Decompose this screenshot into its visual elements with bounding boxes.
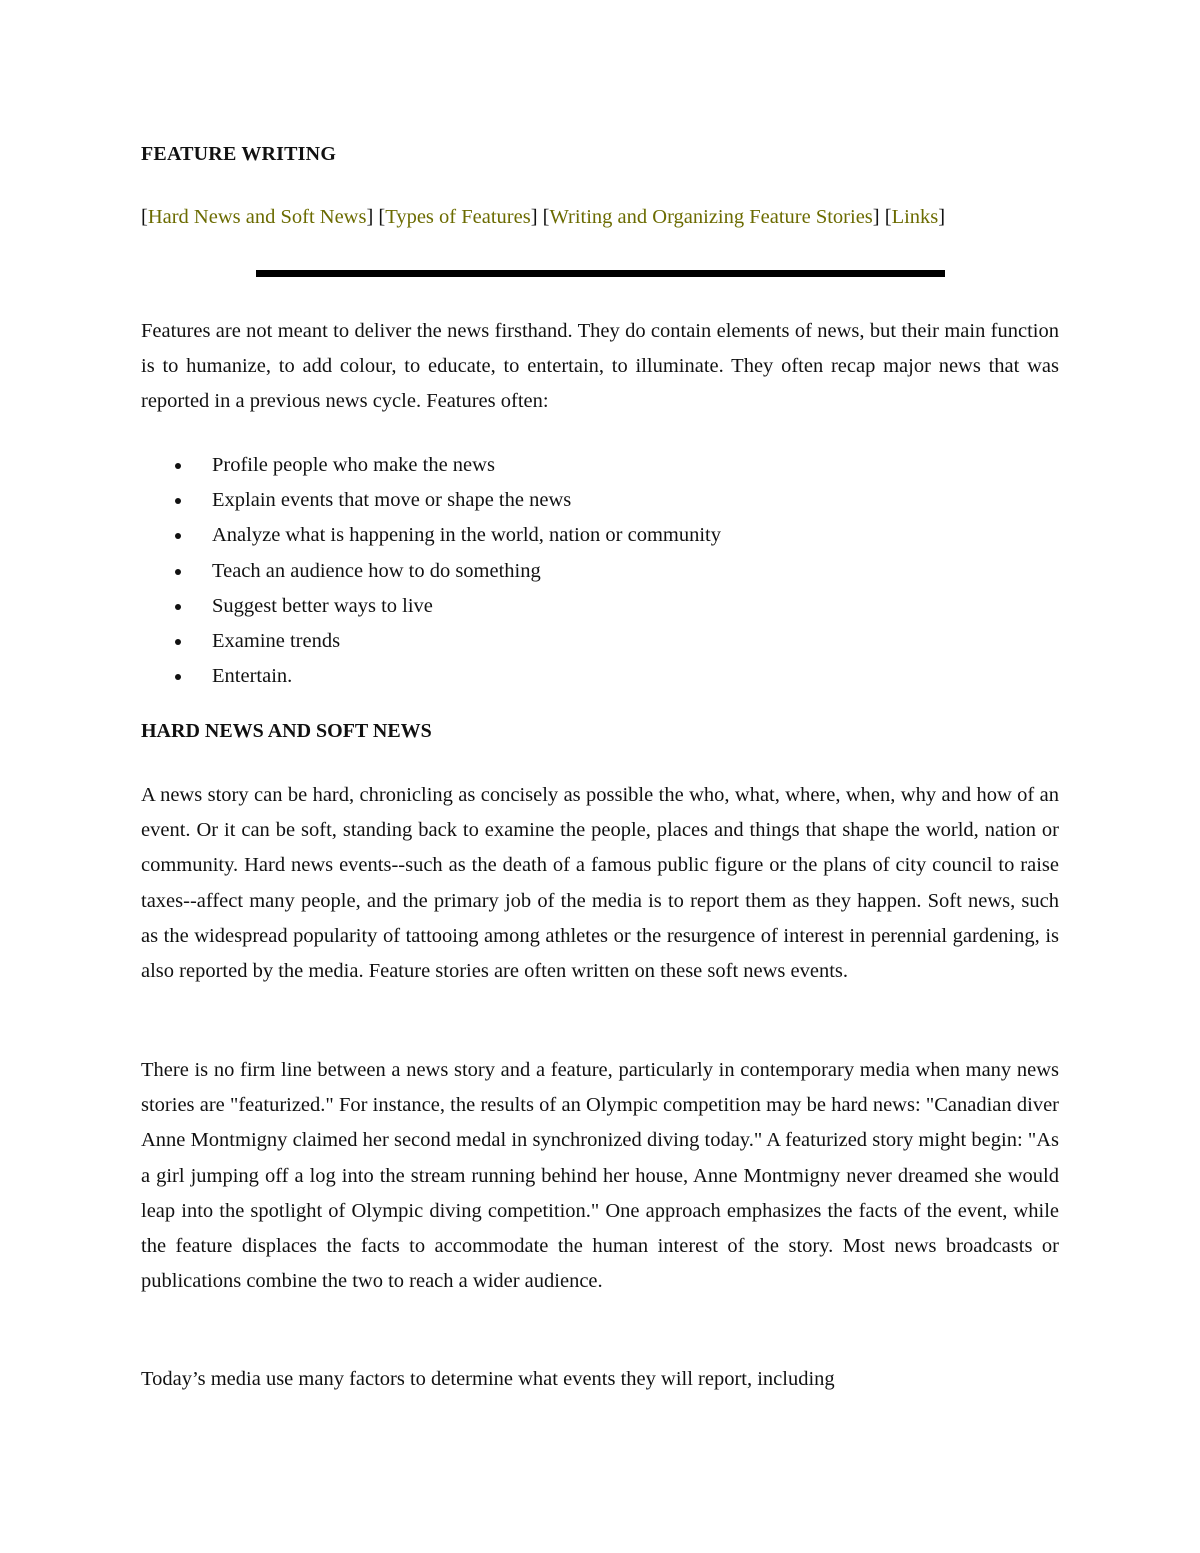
list-item: Profile people who make the news xyxy=(141,448,721,483)
intro-paragraph: Features are not meant to deliver the news firsthand. They do contain elements of news, but their main function is to humanize, to add colour, to educate, to entertain, to illuminate. They often recap major news that was reported in a previous news cycle. Features often: xyxy=(141,320,1059,413)
list-item: Teach an audience how to do something xyxy=(141,554,721,589)
list-item: Analyze what is happening in the world, nation or community xyxy=(141,518,721,553)
document-title: FEATURE WRITING xyxy=(141,143,337,165)
featurized-paragraph: There is no firm line between a news story and a feature, particularly in contemporary media when many news stories are "featurized." For instance, the results of an Olympic competition may be hard news: "Canadian diver Anne Montmigny claimed her second medal in synchronized diving today." A featurized story might begin: "As a girl jumping off a log into the stream running behind her house, Anne Montmigny never dreamed she would leap into the spotlight of Olympic diving competition." One approach emphasizes the facts of the event, while the feature displaces the facts to accommodate the human interest of the story. Most news broadcasts or publications combine the two to reach a wider audience. xyxy=(141,1059,1059,1293)
media-factors-paragraph: Today’s media use many factors to determine what events they will report, including xyxy=(141,1368,835,1390)
list-item: Suggest better ways to live xyxy=(141,589,721,624)
section-heading-hard-soft-news: HARD NEWS AND SOFT NEWS xyxy=(141,720,432,742)
hard-soft-news-paragraph: A news story can be hard, chronicling as concisely as possible the who, what, where, when, why and how of an event. Or it can be soft, standing back to examine the people, places and things that shape the world, nation or community. Hard news events--such as the death of a famous public figure or the plans of city council to raise taxes--affect many people, and the primary job of the media is to report them as they happen. Soft news, such as the widespread popularity of tattooing among athletes or the resurgence of interest in perennial gardening, is also reported by the media. Feature stories are often written on these soft news events. xyxy=(141,784,1059,983)
horizontal-divider xyxy=(256,270,945,277)
list-item: Explain events that move or shape the news xyxy=(141,483,721,518)
list-item: Examine trends xyxy=(141,624,721,659)
nav-link-hard-news[interactable]: Hard News and Soft News xyxy=(147,206,367,228)
nav-link-writing-organizing[interactable]: Writing and Organizing Feature Stories xyxy=(549,206,873,228)
nav-link-links[interactable]: Links xyxy=(891,206,939,228)
section-nav: [Hard News and Soft News] [Types of Features] [Writing and Organizing Feature Stories] [Links] xyxy=(141,206,946,228)
features-list xyxy=(141,448,721,694)
list-item: Entertain. xyxy=(141,659,721,694)
nav-link-types-of-features[interactable]: Types of Features xyxy=(385,206,531,228)
